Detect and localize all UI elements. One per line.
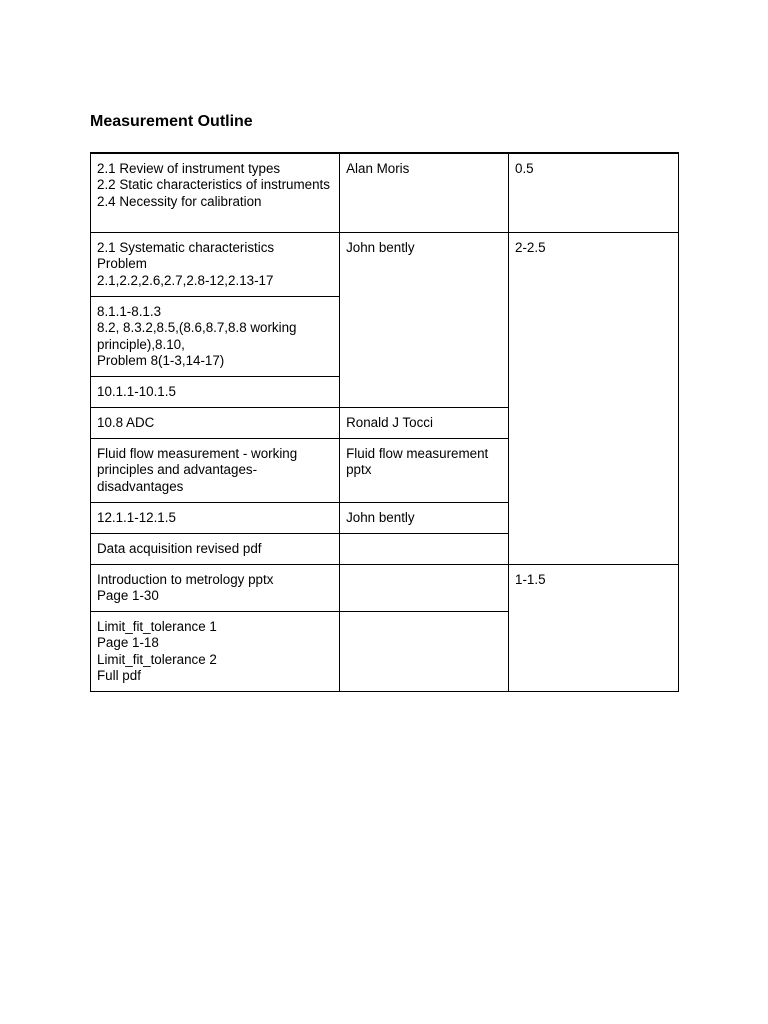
topic-line: 2.1,2.2,2.6,2.7,2.8-12,2.13-17 <box>97 272 274 288</box>
reference-cell: John bently <box>340 503 509 534</box>
reference-cell: Alan Moris <box>340 153 509 233</box>
topic-line: 2.4 Necessity for calibration <box>97 193 262 209</box>
topic-line: Limit_fit_tolerance 2 <box>97 651 217 667</box>
reference-cell <box>340 612 509 692</box>
topic-cell <box>91 565 340 612</box>
topic-line: 2.1 Systematic characteristics <box>97 240 275 255</box>
topic-line: Limit_fit_tolerance 1 <box>97 619 217 634</box>
topic-cell <box>91 439 340 503</box>
topic-line: 10.1.1-10.1.5 <box>97 384 176 399</box>
topic-line: Page 1-18 <box>97 635 159 651</box>
topic-cell <box>91 233 340 297</box>
topic-line: Problem 8(1-3,14-17) <box>97 352 225 368</box>
topic-line: Full pdf <box>97 667 141 683</box>
topic-line: 8.1.1-8.1.3 <box>97 304 162 319</box>
topic-line: 8.2, 8.3.2,8.5,(8.6,8.7,8.8 working principle),8.10, <box>97 320 297 352</box>
table-row <box>91 153 679 233</box>
table-row <box>91 565 679 612</box>
topic-cell <box>91 408 340 439</box>
topic-line: 2.1 Review of instrument types <box>97 161 281 176</box>
hours-cell: 1-1.5 <box>509 565 679 692</box>
topic-line: Problem <box>97 256 147 272</box>
reference-cell <box>340 534 509 565</box>
reference-cell: Ronald J Tocci <box>340 408 509 439</box>
reference-cell: John bently <box>340 233 509 408</box>
reference-cell <box>340 565 509 612</box>
topic-cell <box>91 612 340 692</box>
topic-line: 2.2 Static characteristics of instruments <box>97 177 330 193</box>
topic-line: 10.8 ADC <box>97 415 155 430</box>
topic-cell <box>91 297 340 377</box>
topic-line: Introduction to metrology pptx <box>97 572 274 587</box>
topic-line: Page 1-30 <box>97 588 159 604</box>
topic-line: 12.1.1-12.1.5 <box>97 510 176 525</box>
outline-table <box>90 152 679 692</box>
topic-cell <box>91 534 340 565</box>
topic-cell <box>91 377 340 408</box>
hours-cell: 2-2.5 <box>509 233 679 565</box>
page-title: Measurement Outline <box>90 113 253 130</box>
topic-cell <box>91 153 340 233</box>
topic-line: Fluid flow measurement - working principles and advantages-disadvantages <box>97 446 298 494</box>
reference-cell: Fluid flow measurement pptx <box>340 439 509 503</box>
topic-line: Data acquisition revised pdf <box>97 541 262 556</box>
topic-cell <box>91 503 340 534</box>
hours-cell: 0.5 <box>509 153 679 233</box>
table-row <box>91 233 679 297</box>
